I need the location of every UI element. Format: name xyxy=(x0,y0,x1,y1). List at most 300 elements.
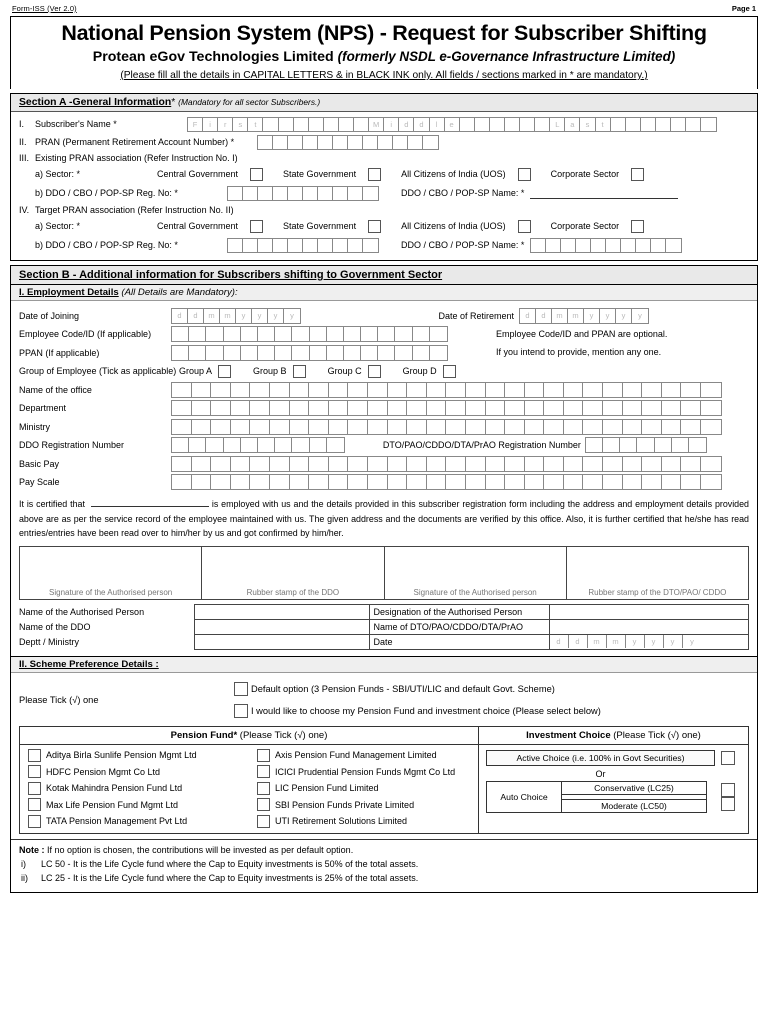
comb-cell[interactable] xyxy=(327,346,344,360)
comb-cell[interactable] xyxy=(446,383,466,397)
employment-row-input[interactable] xyxy=(171,419,722,435)
comb-cell[interactable] xyxy=(348,475,368,489)
comb-cell[interactable] xyxy=(211,420,231,434)
comb-cell[interactable] xyxy=(344,346,361,360)
comb-cell[interactable] xyxy=(275,438,292,452)
comb-cell[interactable] xyxy=(408,136,423,149)
comb-cell[interactable] xyxy=(603,457,623,471)
dto-reg-input[interactable] xyxy=(585,437,707,453)
comb-cell[interactable] xyxy=(270,457,290,471)
comb-cell[interactable] xyxy=(368,457,388,471)
employment-row-input[interactable] xyxy=(171,400,722,416)
comb-cell[interactable] xyxy=(466,475,486,489)
comb-cell[interactable] xyxy=(561,239,576,252)
comb-cell[interactable] xyxy=(623,383,643,397)
comb-cell[interactable] xyxy=(642,420,662,434)
comb-cell[interactable] xyxy=(363,187,378,200)
comb-cell[interactable] xyxy=(348,401,368,415)
comb-cell[interactable] xyxy=(446,457,466,471)
comb-cell[interactable]: F xyxy=(188,118,203,131)
comb-cell[interactable]: a xyxy=(565,118,580,131)
comb-cell[interactable]: d xyxy=(569,635,588,648)
comb-cell[interactable] xyxy=(603,383,623,397)
comb-cell[interactable] xyxy=(466,420,486,434)
comb-cell[interactable] xyxy=(189,327,206,341)
comb-cell[interactable] xyxy=(258,136,273,149)
comb-cell[interactable]: e xyxy=(445,118,460,131)
choose-option-checkbox[interactable] xyxy=(234,704,248,718)
existing-sector-checkbox-3[interactable] xyxy=(631,168,644,181)
comb-cell[interactable] xyxy=(363,136,378,149)
comb-cell[interactable]: d xyxy=(536,309,552,323)
comb-cell[interactable] xyxy=(288,136,303,149)
comb-cell[interactable] xyxy=(243,239,258,252)
comb-cell[interactable] xyxy=(662,475,682,489)
comb-cell[interactable] xyxy=(583,383,603,397)
comb-cell[interactable] xyxy=(576,239,591,252)
comb-cell[interactable]: M xyxy=(369,118,384,131)
active-choice-checkbox[interactable] xyxy=(721,751,735,765)
comb-cell[interactable] xyxy=(368,475,388,489)
comb-cell[interactable] xyxy=(388,401,408,415)
comb-cell[interactable] xyxy=(292,346,309,360)
pension-fund-checkbox-3[interactable] xyxy=(28,798,41,811)
comb-cell[interactable]: i xyxy=(203,118,218,131)
emp-code-input[interactable] xyxy=(171,326,448,342)
comb-cell[interactable] xyxy=(231,475,251,489)
date-input[interactable] xyxy=(550,635,749,648)
target-sector-checkbox-0[interactable] xyxy=(250,220,263,233)
comb-cell[interactable] xyxy=(172,420,192,434)
comb-cell[interactable] xyxy=(329,457,349,471)
comb-cell[interactable] xyxy=(172,346,189,360)
comb-cell[interactable] xyxy=(427,383,447,397)
pension-fund-checkbox-4[interactable] xyxy=(257,815,270,828)
ddo-reg-input[interactable] xyxy=(171,437,345,453)
comb-cell[interactable] xyxy=(363,239,378,252)
comb-cell[interactable] xyxy=(686,118,701,131)
pension-fund-checkbox-1[interactable] xyxy=(257,765,270,778)
comb-cell[interactable] xyxy=(681,420,701,434)
comb-cell[interactable]: m xyxy=(568,309,584,323)
comb-cell[interactable] xyxy=(490,118,505,131)
comb-cell[interactable]: s xyxy=(233,118,248,131)
comb-cell[interactable] xyxy=(189,438,206,452)
signature-cell-1[interactable] xyxy=(202,547,384,599)
comb-cell[interactable] xyxy=(603,475,623,489)
comb-cell[interactable]: m xyxy=(220,309,236,323)
comb-cell[interactable] xyxy=(546,239,561,252)
dto-name-input[interactable] xyxy=(549,619,749,634)
comb-cell[interactable] xyxy=(310,438,327,452)
comb-cell[interactable] xyxy=(701,457,721,471)
comb-cell[interactable] xyxy=(407,475,427,489)
comb-cell[interactable] xyxy=(611,118,626,131)
comb-cell[interactable] xyxy=(273,187,288,200)
pension-fund-checkbox-2[interactable] xyxy=(28,782,41,795)
deptt-ministry-input[interactable] xyxy=(194,634,369,649)
comb-cell[interactable] xyxy=(378,346,395,360)
comb-cell[interactable]: d xyxy=(399,118,414,131)
comb-cell[interactable] xyxy=(250,457,270,471)
comb-cell[interactable] xyxy=(354,118,369,131)
comb-cell[interactable] xyxy=(662,457,682,471)
group-checkbox-0[interactable] xyxy=(218,365,231,378)
comb-cell[interactable] xyxy=(309,383,329,397)
comb-cell[interactable] xyxy=(623,475,643,489)
comb-cell[interactable] xyxy=(395,327,412,341)
comb-cell[interactable]: m xyxy=(552,309,568,323)
comb-cell[interactable] xyxy=(348,136,363,149)
comb-cell[interactable] xyxy=(430,346,447,360)
comb-cell[interactable] xyxy=(486,401,506,415)
comb-cell[interactable] xyxy=(270,420,290,434)
comb-cell[interactable] xyxy=(329,420,349,434)
comb-cell[interactable] xyxy=(681,383,701,397)
comb-cell[interactable] xyxy=(564,401,584,415)
comb-cell[interactable] xyxy=(348,383,368,397)
comb-cell[interactable] xyxy=(446,420,466,434)
comb-cell[interactable] xyxy=(641,118,656,131)
comb-cell[interactable]: y xyxy=(645,635,664,648)
comb-cell[interactable] xyxy=(172,438,189,452)
comb-cell[interactable] xyxy=(378,327,395,341)
comb-cell[interactable] xyxy=(637,438,654,452)
comb-cell[interactable] xyxy=(621,239,636,252)
comb-cell[interactable] xyxy=(427,475,447,489)
comb-cell[interactable] xyxy=(681,457,701,471)
signature-cell-2[interactable] xyxy=(385,547,567,599)
comb-cell[interactable]: m xyxy=(588,635,607,648)
comb-cell[interactable] xyxy=(666,239,681,252)
comb-cell[interactable] xyxy=(344,327,361,341)
comb-cell[interactable] xyxy=(250,383,270,397)
comb-cell[interactable] xyxy=(544,383,564,397)
comb-cell[interactable] xyxy=(689,438,706,452)
comb-cell[interactable] xyxy=(544,475,564,489)
comb-cell[interactable] xyxy=(446,401,466,415)
comb-cell[interactable] xyxy=(294,118,309,131)
comb-cell[interactable] xyxy=(172,383,192,397)
pran-input[interactable] xyxy=(257,135,439,150)
comb-cell[interactable] xyxy=(318,187,333,200)
target-ddo-reg-input[interactable] xyxy=(227,238,379,253)
comb-cell[interactable] xyxy=(388,383,408,397)
comb-cell[interactable] xyxy=(368,383,388,397)
comb-cell[interactable] xyxy=(241,327,258,341)
comb-cell[interactable] xyxy=(339,118,354,131)
comb-cell[interactable] xyxy=(231,383,251,397)
comb-cell[interactable] xyxy=(623,401,643,415)
comb-cell[interactable] xyxy=(258,438,275,452)
comb-cell[interactable] xyxy=(460,118,475,131)
comb-cell[interactable] xyxy=(368,420,388,434)
comb-cell[interactable] xyxy=(662,401,682,415)
comb-cell[interactable] xyxy=(189,346,206,360)
comb-cell[interactable] xyxy=(701,118,716,131)
comb-cell[interactable] xyxy=(413,346,430,360)
comb-cell[interactable] xyxy=(486,475,506,489)
dor-input[interactable] xyxy=(519,308,649,324)
comb-cell[interactable]: y xyxy=(600,309,616,323)
comb-cell[interactable] xyxy=(427,420,447,434)
signature-cell-3[interactable] xyxy=(567,547,748,599)
comb-cell[interactable] xyxy=(348,420,368,434)
comb-cell[interactable] xyxy=(258,327,275,341)
comb-cell[interactable] xyxy=(427,457,447,471)
certify-name-input[interactable] xyxy=(91,495,209,507)
comb-cell[interactable] xyxy=(211,401,231,415)
comb-cell[interactable] xyxy=(642,401,662,415)
comb-cell[interactable] xyxy=(329,401,349,415)
comb-cell[interactable] xyxy=(192,420,212,434)
comb-cell[interactable] xyxy=(475,118,490,131)
comb-cell[interactable] xyxy=(525,420,545,434)
comb-cell[interactable]: s xyxy=(580,118,595,131)
comb-cell[interactable] xyxy=(583,475,603,489)
comb-cell[interactable] xyxy=(206,327,223,341)
ppan-input[interactable] xyxy=(171,345,448,361)
target-sector-checkbox-1[interactable] xyxy=(368,220,381,233)
comb-cell[interactable] xyxy=(486,457,506,471)
comb-cell[interactable] xyxy=(603,438,620,452)
comb-cell[interactable] xyxy=(388,457,408,471)
comb-cell[interactable] xyxy=(288,187,303,200)
comb-cell[interactable] xyxy=(623,457,643,471)
comb-cell[interactable] xyxy=(427,401,447,415)
comb-cell[interactable] xyxy=(407,383,427,397)
comb-cell[interactable] xyxy=(520,118,535,131)
pension-fund-checkbox-0[interactable] xyxy=(257,749,270,762)
comb-cell[interactable] xyxy=(309,118,324,131)
comb-cell[interactable]: l xyxy=(430,118,445,131)
comb-cell[interactable] xyxy=(544,401,564,415)
comb-cell[interactable] xyxy=(303,136,318,149)
comb-cell[interactable] xyxy=(388,420,408,434)
comb-cell[interactable]: t xyxy=(248,118,263,131)
comb-cell[interactable] xyxy=(211,383,231,397)
pension-fund-checkbox-1[interactable] xyxy=(28,765,41,778)
comb-cell[interactable] xyxy=(192,475,212,489)
comb-cell[interactable] xyxy=(270,383,290,397)
target-ddo-name-input[interactable] xyxy=(530,238,682,253)
comb-cell[interactable]: i xyxy=(384,118,399,131)
existing-sector-checkbox-2[interactable] xyxy=(518,168,531,181)
comb-cell[interactable] xyxy=(309,420,329,434)
comb-cell[interactable] xyxy=(656,118,671,131)
comb-cell[interactable] xyxy=(535,118,550,131)
comb-cell[interactable] xyxy=(172,457,192,471)
comb-cell[interactable]: y xyxy=(616,309,632,323)
comb-cell[interactable] xyxy=(655,438,672,452)
comb-cell[interactable] xyxy=(333,239,348,252)
comb-cell[interactable] xyxy=(505,420,525,434)
pension-fund-checkbox-4[interactable] xyxy=(28,815,41,828)
comb-cell[interactable] xyxy=(329,475,349,489)
comb-cell[interactable] xyxy=(310,346,327,360)
target-sector-checkbox-2[interactable] xyxy=(518,220,531,233)
comb-cell[interactable] xyxy=(564,420,584,434)
pension-fund-checkbox-2[interactable] xyxy=(257,782,270,795)
basic-pay-input[interactable] xyxy=(171,456,722,472)
comb-cell[interactable] xyxy=(681,401,701,415)
comb-cell[interactable] xyxy=(623,420,643,434)
group-checkbox-3[interactable] xyxy=(443,365,456,378)
comb-cell[interactable] xyxy=(290,383,310,397)
comb-cell[interactable] xyxy=(505,383,525,397)
comb-cell[interactable] xyxy=(662,420,682,434)
comb-cell[interactable] xyxy=(279,118,294,131)
signature-cell-0[interactable] xyxy=(20,547,202,599)
comb-cell[interactable]: t xyxy=(596,118,611,131)
comb-cell[interactable]: y xyxy=(690,637,694,647)
comb-cell[interactable] xyxy=(681,475,701,489)
comb-cell[interactable] xyxy=(603,420,623,434)
comb-cell[interactable] xyxy=(224,346,241,360)
comb-cell[interactable] xyxy=(258,239,273,252)
auth-designation-input[interactable] xyxy=(549,604,749,619)
comb-cell[interactable] xyxy=(361,346,378,360)
comb-cell[interactable] xyxy=(603,401,623,415)
comb-cell[interactable] xyxy=(701,475,721,489)
comb-cell[interactable] xyxy=(206,346,223,360)
comb-cell[interactable]: y xyxy=(290,310,294,320)
comb-cell[interactable] xyxy=(620,438,637,452)
comb-cell[interactable]: d xyxy=(414,118,429,131)
comb-cell[interactable] xyxy=(290,420,310,434)
comb-cell[interactable] xyxy=(224,327,241,341)
comb-cell[interactable] xyxy=(192,457,212,471)
comb-cell[interactable] xyxy=(651,239,666,252)
comb-cell[interactable] xyxy=(583,401,603,415)
comb-cell[interactable] xyxy=(292,438,309,452)
comb-cell[interactable] xyxy=(348,187,363,200)
comb-cell[interactable] xyxy=(361,327,378,341)
comb-cell[interactable] xyxy=(250,401,270,415)
comb-cell[interactable]: d xyxy=(188,309,204,323)
comb-cell[interactable] xyxy=(348,457,368,471)
comb-cell[interactable] xyxy=(231,457,251,471)
comb-cell[interactable] xyxy=(466,401,486,415)
comb-cell[interactable]: y xyxy=(268,309,284,323)
comb-cell[interactable]: y xyxy=(626,635,645,648)
ddo-name-input[interactable] xyxy=(194,619,369,634)
comb-cell[interactable] xyxy=(292,327,309,341)
comb-cell[interactable] xyxy=(275,327,292,341)
comb-cell[interactable]: y xyxy=(664,635,683,648)
default-option-checkbox[interactable] xyxy=(234,682,248,696)
comb-cell[interactable] xyxy=(303,239,318,252)
comb-cell[interactable] xyxy=(258,187,273,200)
existing-ddo-name-input[interactable] xyxy=(530,187,678,199)
comb-cell[interactable] xyxy=(224,438,241,452)
comb-cell[interactable] xyxy=(466,457,486,471)
comb-cell[interactable] xyxy=(525,475,545,489)
comb-cell[interactable] xyxy=(413,327,430,341)
comb-cell[interactable] xyxy=(273,136,288,149)
comb-cell[interactable] xyxy=(309,457,329,471)
comb-cell[interactable] xyxy=(270,401,290,415)
comb-cell[interactable] xyxy=(388,475,408,489)
comb-cell[interactable] xyxy=(275,346,292,360)
comb-cell[interactable] xyxy=(606,239,621,252)
comb-cell[interactable]: r xyxy=(218,118,233,131)
comb-cell[interactable] xyxy=(564,383,584,397)
comb-cell[interactable] xyxy=(368,401,388,415)
comb-cell[interactable]: m xyxy=(204,309,220,323)
comb-cell[interactable] xyxy=(310,327,327,341)
comb-cell[interactable] xyxy=(327,327,344,341)
comb-cell[interactable] xyxy=(544,457,564,471)
comb-cell[interactable] xyxy=(288,239,303,252)
comb-cell[interactable] xyxy=(250,475,270,489)
comb-cell[interactable] xyxy=(258,346,275,360)
comb-cell[interactable] xyxy=(642,475,662,489)
comb-cell[interactable]: y xyxy=(584,309,600,323)
comb-cell[interactable] xyxy=(701,401,721,415)
comb-cell[interactable] xyxy=(290,457,310,471)
comb-cell[interactable] xyxy=(423,136,438,149)
comb-cell[interactable] xyxy=(583,420,603,434)
comb-cell[interactable] xyxy=(243,187,258,200)
doj-input[interactable] xyxy=(171,308,301,324)
comb-cell[interactable] xyxy=(626,118,641,131)
employment-row-input[interactable] xyxy=(171,382,722,398)
comb-cell[interactable] xyxy=(642,383,662,397)
comb-cell[interactable] xyxy=(564,457,584,471)
comb-cell[interactable] xyxy=(378,136,393,149)
comb-cell[interactable] xyxy=(407,401,427,415)
comb-cell[interactable] xyxy=(407,457,427,471)
subscriber-name-input[interactable] xyxy=(187,117,717,132)
comb-cell[interactable] xyxy=(211,475,231,489)
comb-cell[interactable] xyxy=(329,383,349,397)
group-checkbox-1[interactable] xyxy=(293,365,306,378)
comb-cell[interactable] xyxy=(701,383,721,397)
comb-cell[interactable] xyxy=(211,457,231,471)
comb-cell[interactable] xyxy=(446,475,466,489)
comb-cell[interactable] xyxy=(505,401,525,415)
comb-cell[interactable] xyxy=(241,438,258,452)
comb-cell[interactable] xyxy=(250,420,270,434)
comb-cell[interactable] xyxy=(591,239,606,252)
comb-cell[interactable] xyxy=(231,401,251,415)
comb-cell[interactable] xyxy=(393,136,408,149)
comb-cell[interactable] xyxy=(172,475,192,489)
comb-cell[interactable]: d xyxy=(172,309,188,323)
comb-cell[interactable]: y xyxy=(638,310,642,320)
comb-cell[interactable] xyxy=(642,457,662,471)
pension-fund-checkbox-0[interactable] xyxy=(28,749,41,762)
comb-cell[interactable] xyxy=(395,346,412,360)
pension-fund-checkbox-3[interactable] xyxy=(257,798,270,811)
target-sector-checkbox-3[interactable] xyxy=(631,220,644,233)
comb-cell[interactable] xyxy=(544,420,564,434)
comb-cell[interactable] xyxy=(192,401,212,415)
comb-cell[interactable] xyxy=(672,438,689,452)
comb-cell[interactable] xyxy=(192,383,212,397)
comb-cell[interactable] xyxy=(636,239,651,252)
comb-cell[interactable]: m xyxy=(607,635,626,648)
pay-scale-input[interactable] xyxy=(171,474,722,490)
comb-cell[interactable] xyxy=(348,239,363,252)
comb-cell[interactable] xyxy=(206,438,223,452)
comb-cell[interactable] xyxy=(231,420,251,434)
conservative-option-checkbox[interactable] xyxy=(721,783,735,797)
comb-cell[interactable] xyxy=(671,118,686,131)
comb-cell[interactable] xyxy=(525,401,545,415)
existing-sector-checkbox-1[interactable] xyxy=(368,168,381,181)
